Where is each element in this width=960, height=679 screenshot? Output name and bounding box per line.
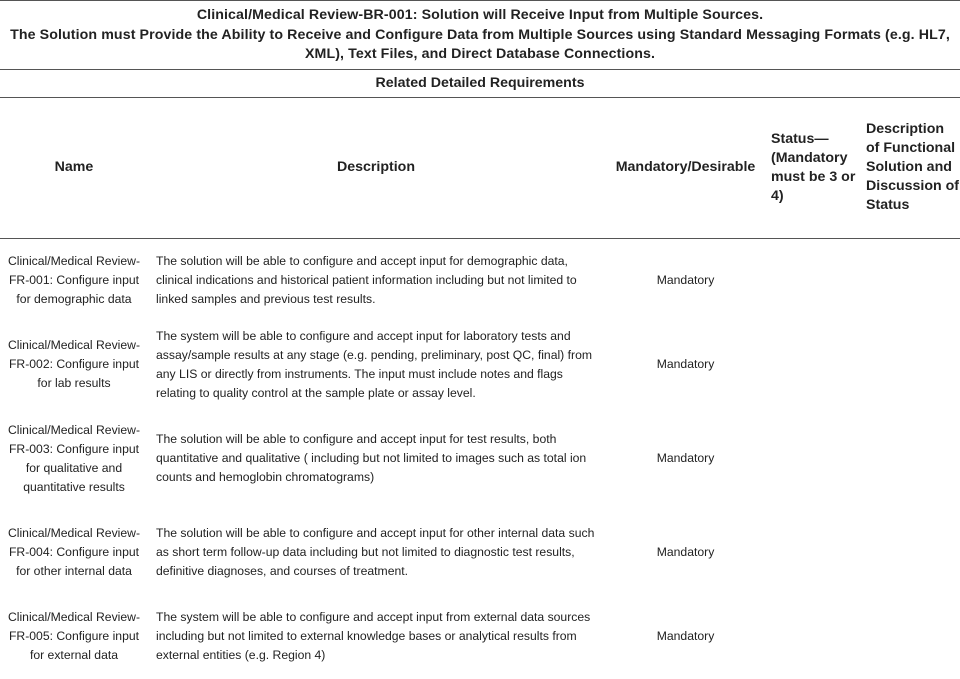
requirement-description-cell: The system will be able to configure and accept input from external data sources including but not limited to external knowledge bases or analytical results from external entities (e.g. Region 4) [156, 610, 591, 662]
requirement-name-cell: Clinical/Medical Review-FR-002: Configure input for lab results [7, 338, 141, 390]
table-row [0, 323, 960, 407]
table-row [0, 511, 960, 595]
requirement-name-cell: Clinical/Medical Review-FR-005: Configure input for external data [7, 610, 141, 662]
functional-solution-cell[interactable] [864, 407, 960, 511]
requirement-name-cell: Clinical/Medical Review-FR-004: Configure input for other internal data [7, 526, 141, 578]
table-row [0, 595, 960, 679]
requirement-description-cell: The system will be able to configure and accept input for laboratory tests and assay/sample results at any stage (e.g. pending, preliminary, post QC, final) from any LIS or directly from instruments. The input must include notes and flags relating to quality control at the sample plate or assay level. [156, 328, 593, 400]
status-cell[interactable] [767, 238, 864, 323]
requirement-title: Clinical/Medical Review-BR-001: Solution will Receive Input from Multiple Sources. [196, 7, 764, 23]
column-header-description: Description [148, 98, 604, 239]
requirement-header [0, 0, 960, 70]
section-title: Related Detailed Requirements [0, 70, 960, 98]
status-cell[interactable] [767, 407, 864, 511]
column-header-mandatory: Mandatory/Desirable [604, 98, 767, 239]
requirement-name-cell: Clinical/Medical Review-FR-003: Configure input for qualitative and quantitative results [7, 422, 141, 494]
requirement-description-cell: The solution will be able to configure and accept input for test results, both quantitative and qualitative ( including but not limited to images such as total ion counts and hemoglobin chromatograms) [156, 432, 587, 484]
column-header-status: Status— (Mandatory must be 3 or 4) [767, 98, 864, 239]
functional-solution-cell[interactable] [864, 511, 960, 595]
status-cell[interactable] [767, 595, 864, 679]
mandatory-cell: Mandatory [656, 545, 715, 559]
mandatory-cell: Mandatory [656, 629, 715, 643]
functional-solution-cell[interactable] [864, 595, 960, 679]
status-cell[interactable] [767, 323, 864, 407]
mandatory-cell: Mandatory [656, 357, 715, 371]
table-row [0, 238, 960, 323]
requirement-description-cell: The solution will be able to configure and accept input for other internal data such as short term follow-up data including but not limited to diagnostic test results, definitive diagnoses, and courses of treatment. [156, 526, 595, 578]
table-header-row [0, 98, 960, 239]
mandatory-cell: Mandatory [656, 273, 715, 287]
functional-solution-cell[interactable] [864, 238, 960, 323]
status-cell[interactable] [767, 511, 864, 595]
column-header-name: Name [0, 98, 148, 239]
mandatory-cell: Mandatory [656, 451, 715, 465]
requirement-statement: The Solution must Provide the Ability to Receive and Configure Data from Multiple Sources using Standard Messaging Formats (e.g. HL7, XML), Text Files, and Direct Database Connections. [10, 26, 950, 62]
requirements-table [0, 98, 960, 679]
functional-solution-cell[interactable] [864, 323, 960, 407]
column-header-functional-solution: Description of Functional Solution and Discussion of Status [864, 98, 960, 239]
requirement-description-cell: The solution will be able to configure and accept input for demographic data, clinical indications and historical patient information including but not limited to linked samples and previous test results. [156, 254, 577, 306]
requirement-name-cell: Clinical/Medical Review-FR-001: Configure input for demographic data [7, 254, 141, 306]
table-row [0, 407, 960, 511]
